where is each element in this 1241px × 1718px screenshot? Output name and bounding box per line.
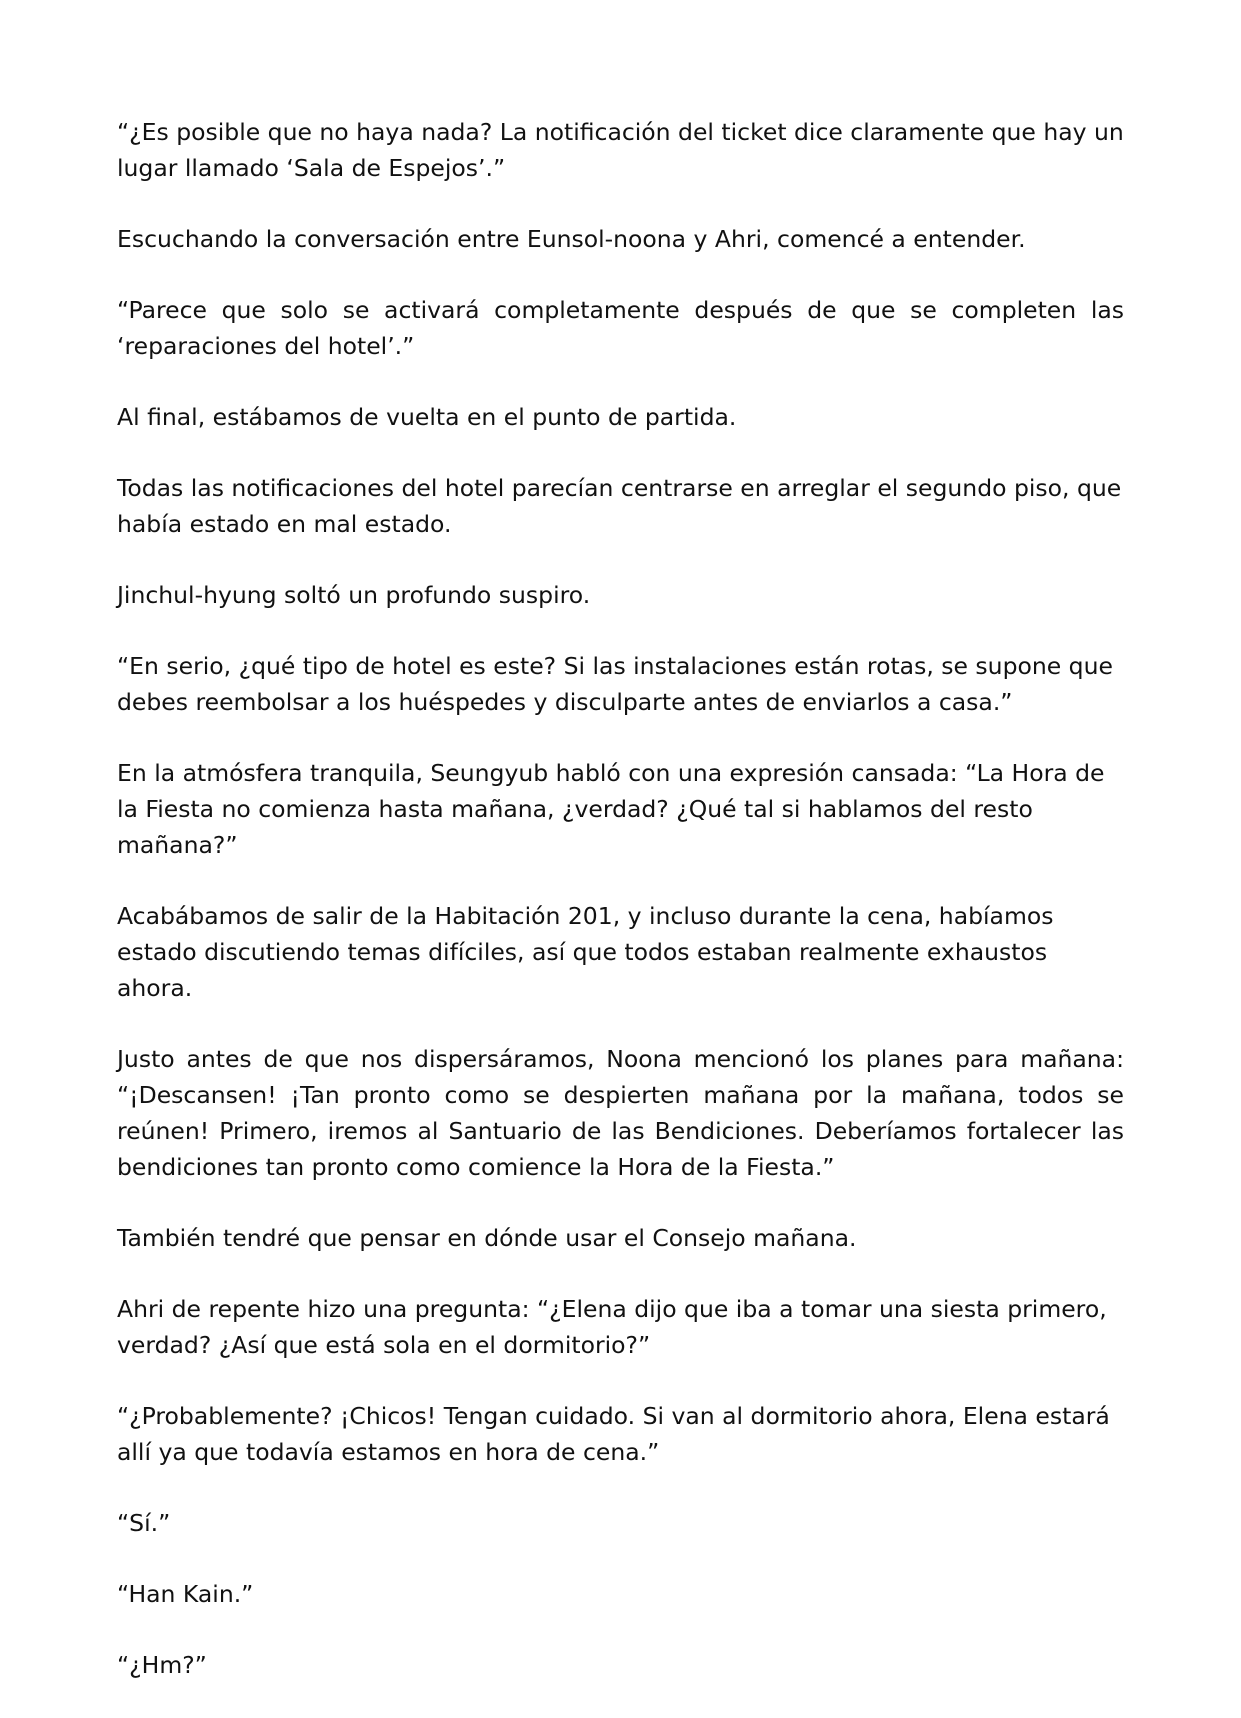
paragraph: Escuchando la conversación entre Eunsol-noona y Ahri, comencé a entender. — [117, 225, 1026, 253]
paragraph: Acabábamos de salir de la Habitación 201, y incluso durante la cena, habíamos estado discutiendo temas difíciles, así que todos estaban realmente exhaustos ahora. — [117, 902, 1054, 1002]
paragraph: Justo antes de que nos dispersáramos, Noona mencionó los planes para mañana: “¡Descansen! ¡Tan pronto como se despierten mañana por la mañana, todos se reúnen! Primero, iremos al Santuario de las Bendiciones. Deberíamos fortalecer las bendiciones tan pronto como comience la Hora de la Fiesta.” — [117, 1045, 1124, 1181]
paragraph: “¿Hm?” — [117, 1651, 207, 1679]
paragraph: También tendré que pensar en dónde usar el Consejo mañana. — [117, 1224, 857, 1252]
document-body — [117, 114, 1124, 1718]
paragraph: Jinchul-hyung soltó un profundo suspiro. — [117, 581, 591, 609]
paragraph: Al final, estábamos de vuelta en el punto de partida. — [117, 403, 737, 431]
paragraph: “¿Probablemente? ¡Chicos! Tengan cuidado. Si van al dormitorio ahora, Elena estará allí ya que todavía estamos en hora de cena.” — [117, 1402, 1110, 1466]
paragraph: Todas las notificaciones del hotel parecían centrarse en arreglar el segundo piso, que había estado en mal estado. — [117, 474, 1122, 538]
paragraph: “Sí.” — [117, 1509, 171, 1537]
paragraph: Ahri de repente hizo una pregunta: “¿Elena dijo que iba a tomar una siesta primero, verdad? ¿Así que está sola en el dormitorio?” — [117, 1295, 1107, 1359]
paragraph: “¿Es posible que no haya nada? La notificación del ticket dice claramente que hay un lugar llamado ‘Sala de Espejos’.” — [117, 118, 1124, 182]
paragraph: “Han Kain.” — [117, 1580, 254, 1608]
paragraph: En la atmósfera tranquila, Seungyub habló con una expresión cansada: “La Hora de la Fiesta no comienza hasta mañana, ¿verdad? ¿Qué tal si hablamos del resto mañana?” — [117, 759, 1105, 859]
paragraph: “Parece que solo se activará completamente después de que se completen las ‘reparaciones del hotel’.” — [117, 296, 1124, 360]
paragraph: “En serio, ¿qué tipo de hotel es este? Si las instalaciones están rotas, se supone que debes reembolsar a los huéspedes y disculparte antes de enviarlos a casa.” — [117, 652, 1113, 716]
